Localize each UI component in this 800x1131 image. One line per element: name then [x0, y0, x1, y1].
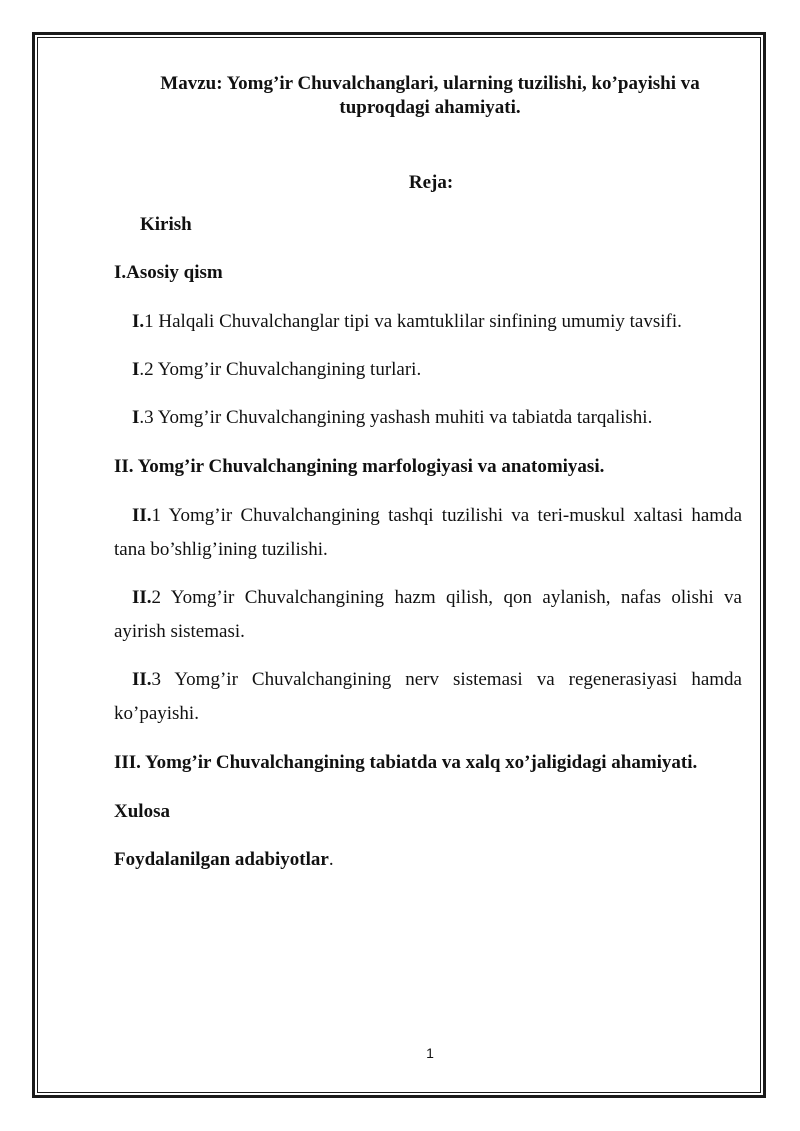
references-heading: [114, 843, 742, 877]
plan-heading: Reja:: [408, 172, 454, 193]
document-title: Mavzu: Yomg’ir Chuvalchanglari, ularning tuzilishi, ko’payishi va tuproqdagi ahamiyati.: [160, 73, 700, 118]
item-number: I.: [132, 311, 145, 332]
section-3-heading: III. Yomg’ir Chuvalchangining tabiatda va xalq xo’jaligidagi ahamiyati.: [114, 752, 698, 773]
item-number: I: [132, 359, 140, 380]
section-1-heading: I.Asosiy qism: [114, 262, 223, 283]
item-text: 1 Halqali Chuvalchanglar tipi va kamtuklilar sinfining umumiy tavsifi.: [144, 311, 682, 332]
item-text: .3 Yomg’ir Chuvalchangining yashash muhiti va tabiatda tarqalishi.: [139, 407, 653, 428]
list-item: [114, 499, 742, 567]
page-number: 1: [426, 1045, 434, 1061]
list-item: [114, 581, 742, 649]
references-label: Foydalanilgan adabiyotlar: [114, 849, 329, 870]
item-number: II.: [132, 505, 152, 526]
item-text: 3 Yomg’ir Chuvalchangining nerv sistemasi va regenerasiyasi hamda ko’payishi.: [114, 669, 742, 724]
item-text: 1 Yomg’ir Chuvalchangining tashqi tuzilishi va teri-muskul xaltasi hamda tana bo’shlig’ining tuzilishi.: [114, 505, 742, 560]
conclusion-heading: Xulosa: [114, 801, 170, 822]
document-body: [114, 72, 742, 877]
item-number: II.: [132, 587, 152, 608]
introduction-heading: Kirish: [140, 214, 192, 235]
section-2-heading: II. Yomg’ir Chuvalchangining marfologiyasi va anatomiyasi.: [114, 456, 605, 477]
item-number: II.: [132, 669, 152, 690]
item-text: .2 Yomg’ir Chuvalchangining turlari.: [139, 359, 422, 380]
item-number: I: [132, 407, 140, 428]
item-text: 2 Yomg’ir Chuvalchangining hazm qilish, qon aylanish, nafas olishi va ayirish sistemasi.: [114, 587, 742, 642]
list-item: [114, 663, 742, 731]
list-item: [114, 305, 742, 339]
list-item: [114, 401, 742, 435]
list-item: [114, 353, 742, 387]
references-suffix: .: [328, 849, 334, 870]
